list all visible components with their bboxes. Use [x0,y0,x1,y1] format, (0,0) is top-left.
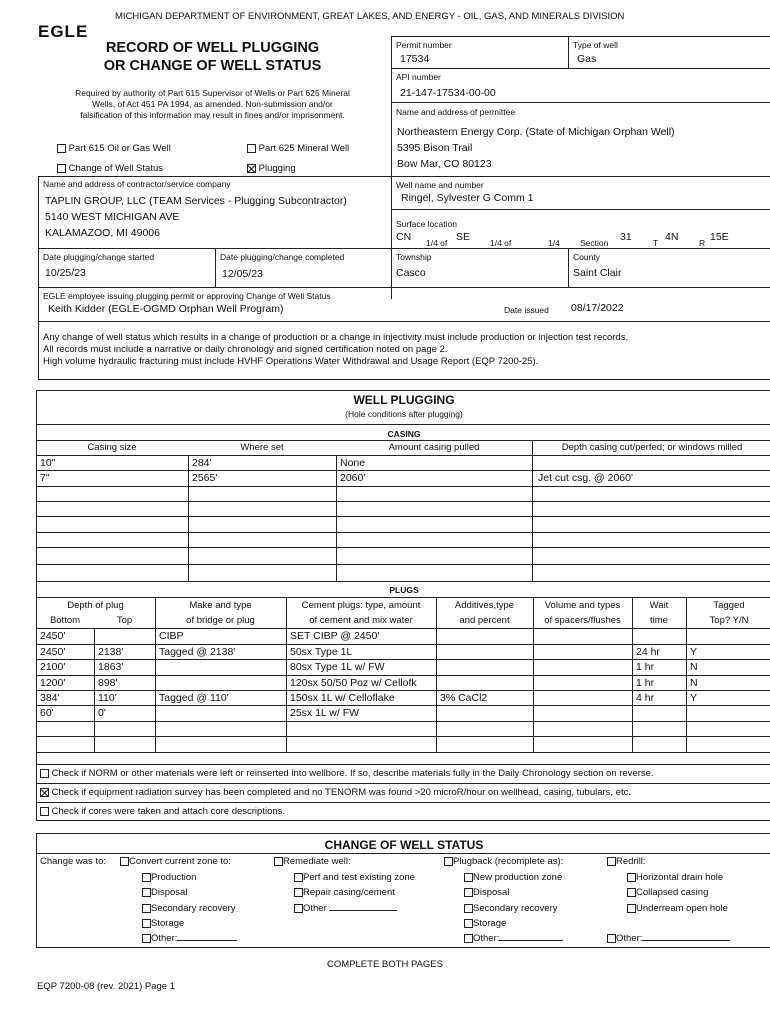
disposal-checkbox[interactable] [142,888,151,897]
section-label: Section [580,238,609,248]
storage2-option[interactable]: Storage [464,918,506,929]
horizontal-drain-checkbox[interactable] [627,873,636,882]
plug-header-spacers: of spacers/flushes [544,615,621,626]
casing-row1-size: 10" [40,457,56,469]
secondary2-checkbox[interactable] [464,904,473,913]
change-status-checkbox-row[interactable]: Change of Well Status [57,163,163,174]
casing-row2-depth: Jet cut csg. @ 2060' [538,472,633,484]
plug-header-volume: Volume and types [544,600,621,611]
county-value: Saint Clair [573,267,622,279]
api-number-value: 21-147-17534-00-00 [400,87,496,99]
other-checkbox-1[interactable] [142,934,151,943]
plug6-top: 0' [98,707,106,719]
underream-option[interactable]: Underream open hole [627,903,728,914]
plug2-bottom: 2450' [40,646,66,658]
change-was-to-label: Change was to: [40,856,107,867]
department-heading: MICHIGAN DEPARTMENT OF ENVIRONMENT, GREAT LAKES, AND ENERGY - OIL, GAS, AND MINERALS DIVISION [115,11,625,22]
plug-header-top: Top [116,615,133,626]
well-name-label: Well name and number [396,180,484,190]
repair-casing-option[interactable]: Repair casing/cement [294,887,395,898]
plug4-cement: 120sx 50/50 Poz w/ Cellofk [290,677,417,689]
section-value: 31 [620,231,632,243]
permittee-label: Name and address of permittee [396,107,516,117]
disposal-option[interactable]: Disposal [142,887,187,898]
plug-header-additives: Additives,type [454,600,515,611]
authority-line3: falsification of this information may result in fines and/or imprisonment. [80,110,345,120]
api-number-label: API number [396,72,441,82]
plug-header-bridge: of bridge or plug [186,615,255,626]
form-title-line1: RECORD OF WELL PLUGGING [105,40,320,56]
well-plugging-title: WELL PLUGGING [353,393,455,407]
casing-row1-where: 284' [192,457,212,469]
quarter1-value: CN [396,231,412,243]
other-line-2[interactable] [329,910,397,911]
egle-logo: EGLE [38,22,89,41]
contractor-label: Name and address of contractor/service company [43,179,231,189]
plug6-bottom: 60' [40,707,54,719]
authority-line2: Wells, of Act 451 PA 1994, as amended. Non-submission and/or [92,99,333,109]
secondary-recovery-option[interactable]: Secondary recovery [142,903,235,914]
plug2-tagged: Y [690,646,698,658]
repair-casing-checkbox[interactable] [294,888,303,897]
permit-number-label: Permit number [396,40,452,50]
plug4-wait: 1 hr [636,677,655,689]
other-checkbox-2[interactable] [294,904,303,913]
plug2-top: 2138' [98,646,124,658]
quarter3-label: 1/4 [548,238,560,248]
part625-checkbox-row[interactable]: Part 625 Mineral Well [247,143,349,154]
plug4-tagged: N [690,677,698,689]
plug3-tagged: N [690,661,698,673]
other-line-1[interactable] [177,940,237,941]
note-line3: High volume hydraulic fracturing must include HVHF Operations Water Withdrawal and Usage Report (EQP 7200-25). [43,356,539,367]
other-checkbox-3[interactable] [464,934,473,943]
plug3-bottom: 2100' [40,661,66,673]
casing-row2-size: 7" [40,472,50,484]
plug5-cement: 150sx 1L w/ Celloflake [290,692,395,704]
authority-line1: Required by authority of Part 615 Supervisor of Wells or Part 625 Mineral [75,88,350,98]
plug5-make: Tagged @ 110' [159,692,229,704]
plug4-top: 898' [98,677,118,689]
well-type-label: Type of well [573,40,618,50]
cores-checkbox[interactable] [40,807,49,816]
township-label: Township [396,252,432,262]
remediate-checkbox[interactable] [274,857,283,866]
plug-header-time: time [650,615,668,626]
quarter1-label: 1/4 of [426,238,448,248]
collapsed-casing-option[interactable]: Collapsed casing [627,887,708,898]
norm-check-row[interactable]: Check if NORM or other materials were left or reinserted into wellbore. If so, describe materials fully in the Daily Chronology section on reverse. [40,768,654,779]
casing-row2-pulled: 2060' [340,472,366,484]
township-t-value: 4N [665,231,679,243]
date-completed-label: Date plugging/change completed [220,252,345,262]
plug5-top: 110' [98,692,117,704]
plug-header-mix: of cement and mix water [309,615,413,626]
well-name-value: Ringel, Sylvester G Comm 1 [401,192,534,204]
quarter2-value: SE [456,231,471,243]
range-r-value: 15E [710,231,729,243]
plug5-additives: 3% CaCl2 [440,692,488,704]
plugs-title: PLUGS [389,585,419,595]
plug-header-bottom: Bottom [49,615,81,626]
convert-zone-option[interactable]: Convert current zone to: [120,856,231,867]
perf-test-option[interactable]: Perf and test existing zone [294,872,415,883]
well-plugging-subtitle: (Hole conditions after plugging) [345,409,463,419]
collapsed-casing-checkbox[interactable] [627,888,636,897]
plug4-bottom: 1200' [40,677,66,689]
other-option-2[interactable]: Other [294,903,397,914]
cores-check-row[interactable]: Check if cores were taken and attach core descriptions. [40,806,285,817]
new-production-option[interactable]: New production zone [464,872,562,883]
horizontal-drain-option[interactable]: Horizontal drain hole [627,872,723,883]
plug5-wait: 4 hr [636,692,655,704]
contractor-line2: 5140 WEST MICHIGAN AVE [45,211,180,223]
surface-location-label: Surface location [396,219,457,229]
plug1-make: CIBP [159,630,184,642]
plug-header-tagged: Tagged [713,600,745,611]
range-r-label: R [699,238,706,248]
perf-test-checkbox[interactable] [294,873,303,882]
note-line1: Any change of well status which results in a change of production or a change in injectivity must include production or injection test records. [43,332,629,343]
storage2-checkbox[interactable] [464,919,473,928]
note-line2: All records must include a narrative or daily chronology and signed certification noted on page 2. [43,344,448,355]
plug5-tagged: Y [690,692,698,704]
redrill-option[interactable]: Redrill: [607,856,646,867]
permit-number-value: 17534 [400,53,430,65]
radiation-check-row[interactable]: Check if equipment radiation survey has been completed and no TENORM was found >20 microR/hour on wellhead, casing, tubulars, etc. [40,787,631,798]
plug2-wait: 24 hr [636,646,660,658]
permittee-line1: Northeastern Energy Corp. (State of Michigan Orphan Well) [397,126,675,138]
plug6-cement: 25sx 1L w/ FW [290,707,360,719]
storage-checkbox[interactable] [142,919,151,928]
date-issued-label: Date issued [504,305,549,315]
plug3-top: 1863' [98,661,124,673]
plug1-cement: SET CIBP @ 2450' [290,630,380,642]
other-option-4[interactable]: Other: [607,933,730,944]
production-checkbox[interactable] [142,873,151,882]
disposal2-option[interactable]: Disposal [464,887,509,898]
plugging-checkbox-row[interactable]: Plugging [247,163,296,174]
plug-header-wait: Wait [649,600,669,611]
secondary2-option[interactable]: Secondary recovery [464,903,557,914]
well-type-value: Gas [577,53,597,65]
plug-header-depth: Depth of plug [67,600,124,611]
casing-header-pulled: Amount casing pulled [388,442,480,453]
other-option-3[interactable]: Other: [464,933,563,944]
date-issued-value: 08/17/2022 [571,302,624,314]
casing-title: CASING [387,429,421,439]
plug-header-percent: and percent [459,615,510,626]
plug2-cement: 50sx Type 1L [290,646,353,658]
casing-row2-where: 2565' [192,472,218,484]
form-id: EQP 7200-08 (rev. 2021) Page 1 [37,981,176,992]
plug1-bottom: 2450' [40,630,66,642]
plug3-wait: 1 hr [636,661,655,673]
casing-header-depth: Depth casing cut/perfed; or windows milled [561,442,743,453]
casing-row1-pulled: None [340,457,366,469]
plug2-make: Tagged @ 2138' [159,646,236,658]
county-label: County [573,252,600,262]
plug3-cement: 80sx Type 1L w/ FW [290,661,385,673]
plug-header-cement: Cement plugs: type, amount [301,600,421,611]
underream-checkbox[interactable] [627,904,636,913]
plugback-option[interactable]: Plugback (recomplete as): [444,856,563,867]
date-completed-value: 12/05/23 [222,268,263,280]
other-line-4[interactable] [642,940,730,941]
convert-zone-checkbox[interactable] [120,857,129,866]
disposal2-checkbox[interactable] [464,888,473,897]
radiation-checkbox[interactable] [40,788,49,797]
casing-header-where: Where set [240,442,284,453]
other-checkbox-4[interactable] [607,934,616,943]
contractor-line3: KALAMAZOO, MI 49006 [45,227,160,239]
township-t-label: T [653,238,659,248]
plugback-checkbox[interactable] [444,857,453,866]
date-started-label: Date plugging/change started [43,252,155,262]
casing-header-size: Casing size [87,442,137,453]
plug5-bottom: 384' [40,692,60,704]
quarter2-label: 1/4 of [490,238,512,248]
township-value: Casco [396,267,426,279]
remediate-option[interactable]: Remediate well: [274,856,351,867]
plug-header-make: Make and type [189,600,252,611]
production-option[interactable]: Production [142,872,196,883]
complete-both-pages: COMPLETE BOTH PAGES [327,959,443,970]
form-title-line2: OR CHANGE OF WELL STATUS [103,58,322,74]
storage-option[interactable]: Storage [142,918,184,929]
employee-label: EGLE employee issuing plugging permit or approving Change of Well Status [43,291,331,301]
employee-value: Keith Kidder (EGLE-OGMD Orphan Well Program) [48,303,284,315]
change-status-title: CHANGE OF WELL STATUS [324,838,484,852]
date-started-value: 10/25/23 [45,267,86,279]
secondary-recovery-checkbox[interactable] [142,904,151,913]
redrill-checkbox[interactable] [607,857,616,866]
part615-checkbox-row[interactable]: Part 615 Oil or Gas Well [57,143,171,154]
permittee-line2: 5395 Bison Trail [397,142,473,154]
norm-checkbox[interactable] [40,769,49,778]
permittee-line3: Bow Mar, CO 80123 [397,158,492,170]
other-line-3[interactable] [499,940,563,941]
plug-header-topyn: Top? Y/N [709,615,749,626]
new-production-checkbox[interactable] [464,873,473,882]
other-option-1[interactable]: Other: [142,933,237,944]
contractor-line1: TAPLIN GROUP, LLC (TEAM Services - Plugging Subcontractor) [45,195,347,207]
